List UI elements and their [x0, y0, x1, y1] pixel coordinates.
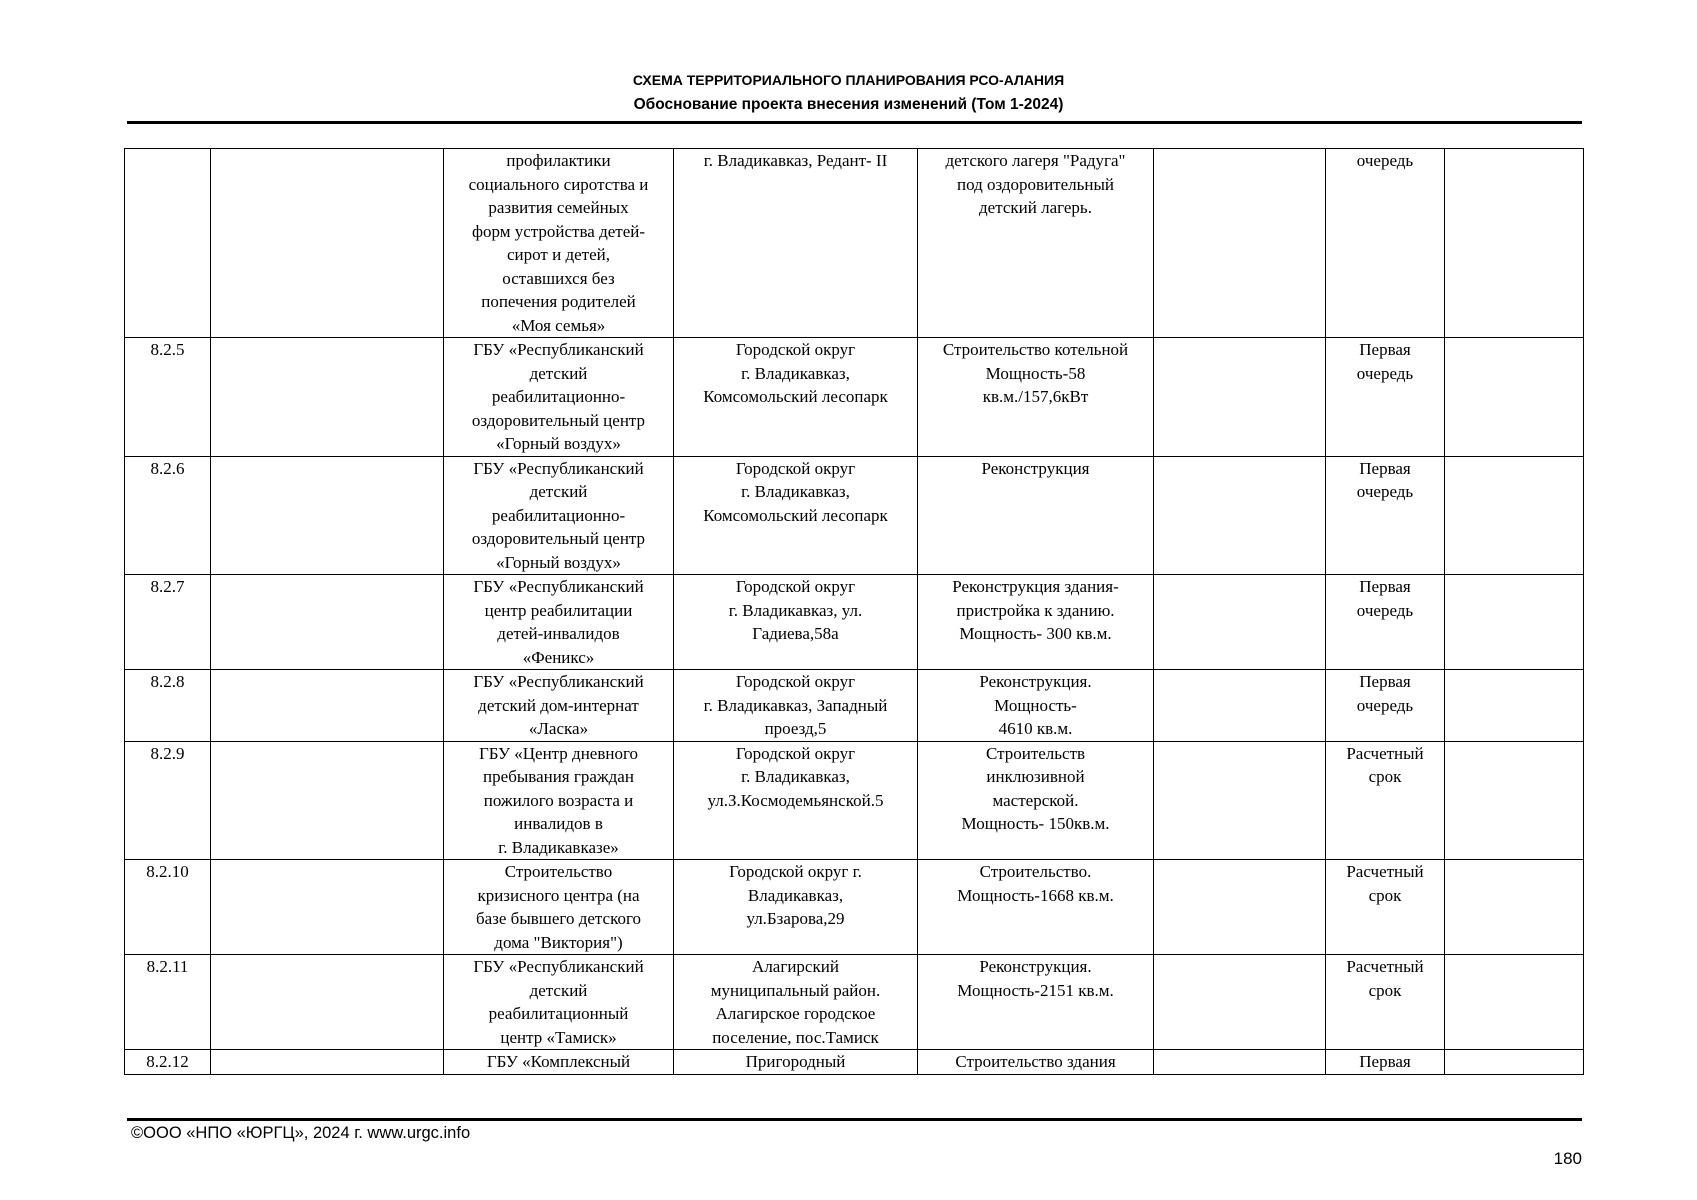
- cell-empty: [211, 955, 444, 1050]
- cell-characteristics: Реконструкция здания- пристройка к зданию. Мощность- 300 кв.м.: [918, 575, 1154, 670]
- cell-location: Городской округ г. Владикавказ, Западный проезд,5: [674, 670, 918, 742]
- table-row: [125, 149, 1584, 338]
- cell-characteristics: Строительств инклюзивной мастерской. Мощность- 150кв.м.: [918, 741, 1154, 860]
- cell-number: 8.2.5: [125, 338, 211, 457]
- cell-number: 8.2.12: [125, 1050, 211, 1075]
- cell-location: Алагирский муниципальный район. Алагирское городское поселение, пос.Тамиск: [674, 955, 918, 1050]
- table-row: [125, 741, 1584, 860]
- cell-characteristics: Реконструкция. Мощность- 4610 кв.м.: [918, 670, 1154, 742]
- table-row: [125, 338, 1584, 457]
- cell-term: Расчетный срок: [1326, 741, 1445, 860]
- cell-number: [125, 149, 211, 338]
- cell-empty: [1154, 575, 1326, 670]
- cell-empty: [211, 338, 444, 457]
- cell-empty: [1445, 575, 1584, 670]
- cell-term: Расчетный срок: [1326, 955, 1445, 1050]
- cell-empty: [211, 1050, 444, 1075]
- cell-object-name: ГБУ «Центр дневного пребывания граждан пожилого возраста и инвалидов в г. Владикавказе»: [444, 741, 674, 860]
- cell-characteristics: детского лагеря "Радуга" под оздоровительный детский лагерь.: [918, 149, 1154, 338]
- cell-empty: [1445, 670, 1584, 742]
- cell-characteristics: Строительство котельной Мощность-58 кв.м./157,6кВт: [918, 338, 1154, 457]
- cell-empty: [1154, 955, 1326, 1050]
- cell-empty: [211, 741, 444, 860]
- cell-object-name: ГБУ «Республиканский центр реабилитации детей-инвалидов «Феникс»: [444, 575, 674, 670]
- cell-location: Городской округ г. Владикавказ, Комсомольский лесопарк: [674, 338, 918, 457]
- cell-term: Первая: [1326, 1050, 1445, 1075]
- cell-number: 8.2.6: [125, 456, 211, 575]
- cell-number: 8.2.7: [125, 575, 211, 670]
- table-row: [125, 860, 1584, 955]
- cell-object-name: ГБУ «Республиканский детский реабилитационный центр «Тамиск»: [444, 955, 674, 1050]
- cell-object-name: ГБУ «Республиканский детский реабилитационно- оздоровительный центр «Горный воздух»: [444, 456, 674, 575]
- cell-empty: [1154, 1050, 1326, 1075]
- cell-object-name: профилактики социального сиротства и развития семейных форм устройства детей- сирот и детей, оставшихся без попечения родителей «Моя семья»: [444, 149, 674, 338]
- cell-location: Городской округ г. Владикавказ, ул. Гадиева,58а: [674, 575, 918, 670]
- document-header-subtitle: Обоснование проекта внесения изменений (Том 1-2024): [633, 96, 1064, 113]
- cell-location: Городской округ г. Владикавказ, Комсомольский лесопарк: [674, 456, 918, 575]
- cell-object-name: ГБУ «Республиканский детский дом-интернат «Ласка»: [444, 670, 674, 742]
- cell-empty: [211, 670, 444, 742]
- cell-number: 8.2.8: [125, 670, 211, 742]
- table-row: [125, 670, 1584, 742]
- cell-number: 8.2.9: [125, 741, 211, 860]
- cell-term: очередь: [1326, 149, 1445, 338]
- cell-object-name: Строительство кризисного центра (на базе бывшего детского дома "Виктория"): [444, 860, 674, 955]
- cell-empty: [1445, 741, 1584, 860]
- cell-location: г. Владикавказ, Редант- II: [674, 149, 918, 338]
- cell-term: Расчетный срок: [1326, 860, 1445, 955]
- cell-characteristics: Реконструкция. Мощность-2151 кв.м.: [918, 955, 1154, 1050]
- footer-copyright: ©ООО «НПО «ЮРГЦ», 2024 г. www.urgc.info: [131, 1124, 471, 1142]
- table-row: [125, 955, 1584, 1050]
- cell-location: Городской округ г. Владикавказ, ул.Бзарова,29: [674, 860, 918, 955]
- cell-term: Первая очередь: [1326, 670, 1445, 742]
- cell-number: 8.2.11: [125, 955, 211, 1050]
- document-header-title: СХЕМА ТЕРРИТОРИАЛЬНОГО ПЛАНИРОВАНИЯ РСО-АЛАНИЯ: [632, 72, 1065, 88]
- cell-term: Первая очередь: [1326, 338, 1445, 457]
- cell-empty: [1445, 955, 1584, 1050]
- cell-term: Первая очередь: [1326, 456, 1445, 575]
- cell-characteristics: Строительство. Мощность-1668 кв.м.: [918, 860, 1154, 955]
- header-divider: [127, 121, 1582, 124]
- table-row: [125, 456, 1584, 575]
- footer-divider: [127, 1118, 1582, 1121]
- cell-empty: [1154, 670, 1326, 742]
- cell-empty: [1445, 338, 1584, 457]
- cell-characteristics: Реконструкция: [918, 456, 1154, 575]
- cell-location: Пригородный: [674, 1050, 918, 1075]
- cell-empty: [1154, 338, 1326, 457]
- cell-object-name: ГБУ «Республиканский детский реабилитационно- оздоровительный центр «Горный воздух»: [444, 338, 674, 457]
- cell-empty: [211, 149, 444, 338]
- cell-term: Первая очередь: [1326, 575, 1445, 670]
- cell-empty: [1154, 741, 1326, 860]
- cell-empty: [1445, 860, 1584, 955]
- cell-empty: [1445, 149, 1584, 338]
- cell-empty: [1154, 860, 1326, 955]
- cell-empty: [1154, 456, 1326, 575]
- page-number: 180: [1553, 1149, 1582, 1168]
- cell-characteristics: Строительство здания: [918, 1050, 1154, 1075]
- cell-empty: [1154, 149, 1326, 338]
- objects-table: [124, 148, 1584, 1075]
- cell-empty: [1445, 456, 1584, 575]
- cell-empty: [211, 575, 444, 670]
- cell-empty: [1445, 1050, 1584, 1075]
- table-row: [125, 575, 1584, 670]
- cell-empty: [211, 456, 444, 575]
- cell-number: 8.2.10: [125, 860, 211, 955]
- cell-object-name: ГБУ «Комплексный: [444, 1050, 674, 1075]
- cell-empty: [211, 860, 444, 955]
- table-row: [125, 1050, 1584, 1075]
- cell-location: Городской округ г. Владикавказ, ул.З.Космодемьянской.5: [674, 741, 918, 860]
